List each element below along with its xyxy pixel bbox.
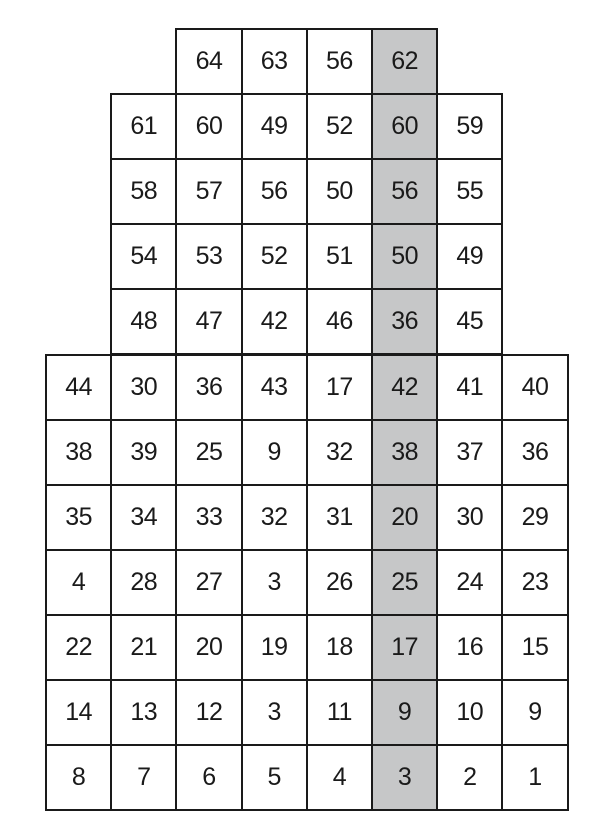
grid-cell — [241, 93, 308, 160]
cell-number: 48 — [130, 307, 158, 336]
grid-cell — [501, 354, 568, 421]
grid-cell — [306, 354, 373, 421]
cell-number: 28 — [130, 567, 158, 596]
cell-number: 51 — [325, 242, 353, 271]
cell-number: 54 — [130, 242, 158, 271]
cell-number: 40 — [521, 372, 549, 401]
grid-cell — [306, 549, 373, 616]
cell-number: 3 — [267, 567, 281, 596]
cell-number: 29 — [521, 502, 549, 531]
grid-cell — [241, 158, 308, 225]
grid-cell — [371, 679, 438, 746]
grid-cell — [175, 28, 242, 95]
grid-cell — [306, 744, 373, 811]
cell-number: 24 — [456, 567, 484, 596]
cell-number: 5 — [267, 763, 281, 792]
grid-cell — [110, 744, 177, 811]
grid-cell — [175, 484, 242, 551]
grid-cell — [501, 549, 568, 616]
cell-number: 38 — [391, 437, 418, 466]
grid-cell — [306, 419, 373, 486]
cell-number: 42 — [260, 307, 288, 336]
cell-number: 6 — [202, 763, 216, 792]
cell-number: 23 — [521, 567, 549, 596]
cell-number: 26 — [325, 567, 353, 596]
cell-number: 11 — [326, 698, 352, 727]
grid-cell — [175, 288, 242, 355]
cell-number: 35 — [65, 502, 92, 531]
cell-number: 62 — [391, 47, 418, 76]
cell-number: 58 — [130, 177, 158, 206]
cell-number: 31 — [325, 502, 353, 531]
cell-number: 4 — [71, 567, 86, 596]
cell-number: 38 — [65, 437, 92, 466]
grid-cell — [306, 93, 373, 160]
grid-cell — [241, 223, 308, 290]
cell-number: 20 — [195, 632, 223, 661]
cell-number: 32 — [260, 502, 288, 531]
cell-number: 30 — [130, 372, 158, 401]
cell-number: 56 — [391, 177, 418, 206]
grid-cell — [436, 614, 503, 681]
cell-number: 53 — [195, 242, 223, 271]
grid-cell — [371, 549, 438, 616]
grid-cell — [241, 354, 308, 421]
cell-number: 52 — [325, 112, 353, 141]
cell-number: 16 — [456, 632, 484, 661]
cell-number: 50 — [391, 242, 418, 271]
cell-number: 12 — [195, 698, 223, 727]
grid-cell — [436, 549, 503, 616]
grid-cell — [371, 614, 438, 681]
grid-cell — [110, 549, 177, 616]
grid-cell — [45, 484, 112, 551]
grid-cell — [110, 484, 177, 551]
grid-cell — [436, 354, 503, 421]
cell-number: 34 — [130, 502, 158, 531]
cell-number: 10 — [456, 698, 484, 727]
grid-cell — [175, 419, 242, 486]
cell-number: 39 — [130, 437, 158, 466]
grid-cell — [110, 679, 177, 746]
grid-cell — [306, 614, 373, 681]
cell-number: 20 — [391, 502, 418, 531]
grid-cell — [45, 354, 112, 421]
cell-number: 17 — [325, 372, 353, 401]
grid-cell — [501, 484, 568, 551]
cell-number: 61 — [130, 112, 158, 141]
cell-number: 42 — [391, 372, 418, 401]
grid-cell — [371, 419, 438, 486]
grid-cell — [110, 93, 177, 160]
cell-number: 56 — [325, 47, 353, 76]
cell-number: 7 — [137, 763, 151, 792]
grid-cell — [241, 28, 308, 95]
cell-number: 47 — [195, 307, 223, 336]
grid-cell — [436, 93, 503, 160]
grid-cell — [436, 679, 503, 746]
grid-cell — [241, 614, 308, 681]
grid-cell — [371, 484, 438, 551]
cell-number: 43 — [260, 372, 288, 401]
cell-number: 13 — [130, 698, 158, 727]
grid-cell — [175, 93, 242, 160]
grid-cell — [45, 549, 112, 616]
grid-cell — [110, 354, 177, 421]
cell-number: 17 — [391, 632, 418, 661]
grid-cell — [501, 614, 568, 681]
cell-number: 55 — [456, 177, 484, 206]
grid-cell — [371, 28, 438, 95]
grid-cell — [371, 223, 438, 290]
cell-number: 32 — [325, 437, 353, 466]
grid-cell — [371, 354, 438, 421]
grid-cell — [45, 419, 112, 486]
grid-cell — [371, 93, 438, 160]
grid-cell — [45, 744, 112, 811]
grid-cell — [501, 744, 568, 811]
cell-number: 19 — [260, 632, 288, 661]
grid-cell — [306, 223, 373, 290]
cell-number: 21 — [130, 632, 158, 661]
grid-cell — [175, 223, 242, 290]
grid-cell — [241, 549, 308, 616]
grid-cell — [306, 28, 373, 95]
cell-number: 1 — [528, 763, 542, 792]
grid-cell — [436, 223, 503, 290]
cell-number: 30 — [456, 502, 484, 531]
cell-number: 2 — [463, 763, 477, 792]
grid-cell — [371, 158, 438, 225]
cell-number: 4 — [332, 763, 347, 792]
cell-number: 50 — [325, 177, 353, 206]
grid-cell — [241, 288, 308, 355]
cell-number: 3 — [397, 763, 412, 792]
grid-cell — [175, 679, 242, 746]
grid-cell — [241, 419, 308, 486]
cell-number: 18 — [325, 632, 353, 661]
cell-number: 25 — [195, 437, 223, 466]
grid-cell — [110, 158, 177, 225]
grid-cell — [436, 158, 503, 225]
cell-number: 8 — [71, 763, 86, 792]
cell-number: 36 — [391, 307, 418, 336]
grid-cell — [436, 484, 503, 551]
cell-number: 37 — [456, 437, 484, 466]
cell-number: 57 — [195, 177, 223, 206]
cell-number: 59 — [456, 112, 484, 141]
cell-number: 15 — [521, 632, 549, 661]
cell-number: 41 — [456, 372, 484, 401]
grid-cell — [110, 419, 177, 486]
grid-cell — [306, 679, 373, 746]
grid-cell — [175, 744, 242, 811]
cell-number: 44 — [65, 372, 92, 401]
cell-number: 9 — [528, 698, 542, 727]
grid-cell — [371, 288, 438, 355]
cell-number: 3 — [267, 698, 281, 727]
grid-cell — [110, 223, 177, 290]
grid-cell — [45, 679, 112, 746]
cell-number: 60 — [391, 112, 418, 141]
grid-cell — [45, 614, 112, 681]
grid-cell — [436, 744, 503, 811]
cell-number: 60 — [195, 112, 223, 141]
cell-number: 22 — [65, 632, 92, 661]
cell-number: 52 — [260, 242, 288, 271]
grid-cell — [436, 288, 503, 355]
grid-cell — [175, 158, 242, 225]
cell-number: 9 — [267, 437, 281, 466]
grid-cell — [306, 158, 373, 225]
cell-number: 49 — [456, 242, 484, 271]
cell-number: 27 — [195, 567, 223, 596]
grid-cell — [306, 288, 373, 355]
grid-cell — [501, 419, 568, 486]
grid-cell — [501, 679, 568, 746]
cell-number: 36 — [195, 372, 223, 401]
cell-number: 64 — [195, 47, 223, 76]
cell-number: 9 — [397, 698, 412, 727]
grid-cell — [175, 614, 242, 681]
cell-number: 14 — [65, 698, 92, 727]
cell-number: 25 — [391, 567, 418, 596]
cell-number: 46 — [325, 307, 353, 336]
grid-cell — [110, 614, 177, 681]
grid-cell — [241, 744, 308, 811]
cell-number: 45 — [456, 307, 484, 336]
grid-cell — [241, 484, 308, 551]
grid-cell — [306, 484, 373, 551]
grid-cell — [110, 288, 177, 355]
grid-cell — [175, 549, 242, 616]
cell-number: 56 — [260, 177, 288, 206]
cell-number: 36 — [521, 437, 549, 466]
grid-cell — [241, 679, 308, 746]
grid-cell — [175, 354, 242, 421]
grid-cell — [436, 419, 503, 486]
cell-number: 63 — [260, 47, 288, 76]
cell-number: 49 — [260, 112, 288, 141]
grid-cell — [371, 744, 438, 811]
cell-number: 33 — [195, 502, 223, 531]
